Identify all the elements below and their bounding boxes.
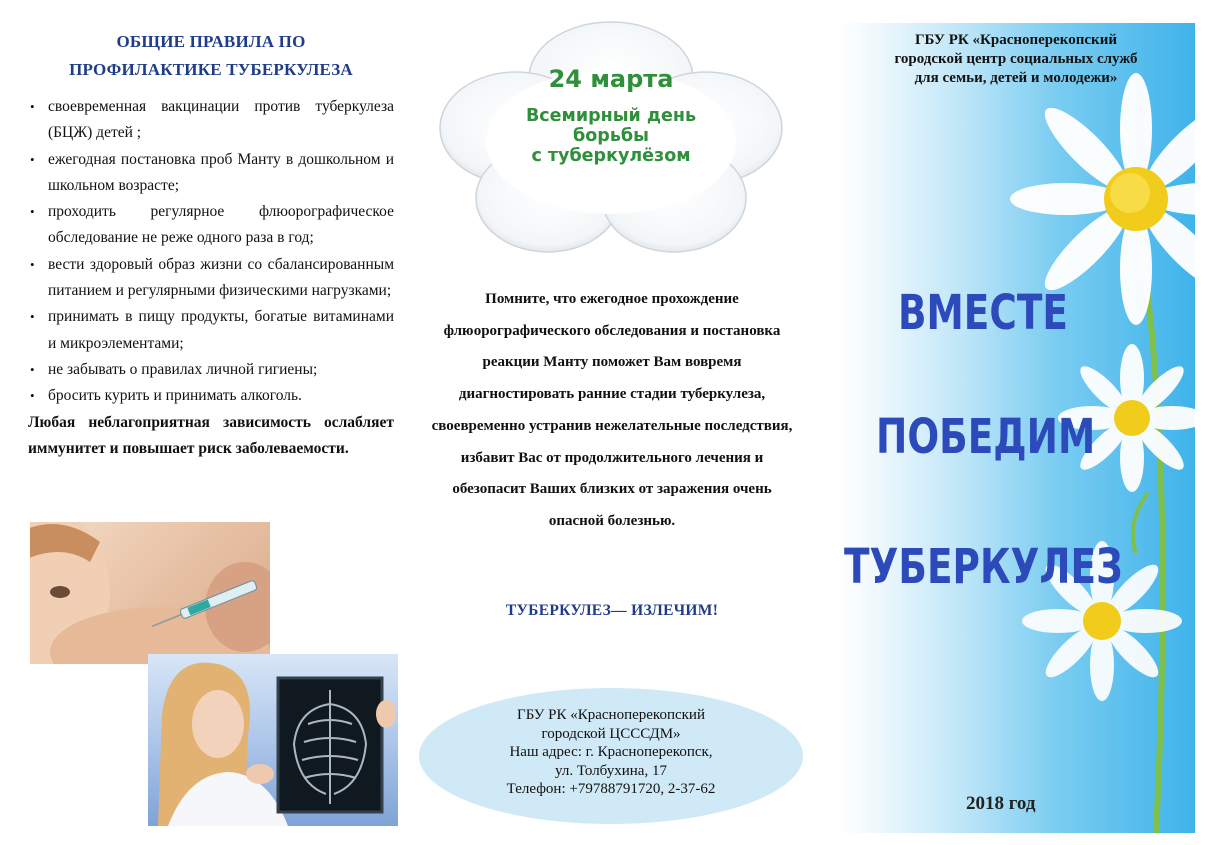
rule-item: • ежегодная постановка проб Манту в дошкольном и школьном возрасте; <box>28 147 394 200</box>
flower-line2: борьбы <box>573 126 649 146</box>
flower-line3: с туберкулёзом <box>531 146 691 166</box>
flower-line1: Всемирный день <box>525 106 697 126</box>
contact-org-line2: городской ЦСССДМ» <box>541 725 681 742</box>
contact-address-line2: ул. Толбухина, 17 <box>555 762 667 779</box>
rules-heading <box>28 28 394 84</box>
cover-year: 2018 год <box>966 793 1036 814</box>
vaccination-photo <box>30 522 270 664</box>
vaccination-illustration <box>30 522 270 664</box>
xray-illustration <box>148 654 398 826</box>
rule-item: • проходить регулярное флюорографическое обследование не реже одного раза в год; <box>28 199 394 252</box>
rule-item: • своевременная вакцинации против туберкулеза (БЦЖ) детей ; <box>28 94 394 147</box>
cover-panel <box>836 23 1195 833</box>
cover-org-line2: городской центр социальных служб <box>894 51 1138 67</box>
flower-date: 24 марта <box>548 65 674 93</box>
rules-heading-line2: ПРОФИЛАКТИКЕ ТУБЕРКУЛЕЗА <box>69 60 353 79</box>
cover-title-word1: ВМЕСТЕ <box>898 285 1068 341</box>
contact-address-line1: Наш адрес: г. Красноперекопск, <box>509 744 713 761</box>
rule-item: • бросить курить и принимать алкоголь. <box>28 383 394 409</box>
contact-phone: Телефон: +79788791720, 2-37-62 <box>506 781 716 798</box>
rule-item: • вести здоровый образ жизни со сбалансированным питанием и регулярными физическими нагрузками; <box>28 252 394 305</box>
contact-org-line1: ГБУ РК «Красноперекопский <box>517 707 705 723</box>
contact-ellipse <box>419 688 803 824</box>
cover-org-line1: ГБУ РК «Красноперекопский <box>915 32 1117 48</box>
cover-title-word3: ТУБЕРКУЛЕЗ <box>844 539 1123 595</box>
cover-org-name <box>846 31 1186 88</box>
slogan-text: ТУБЕРКУЛЕЗ— ИЗЛЕЧИМ! <box>505 602 719 619</box>
rules-list <box>28 94 394 410</box>
reminder-text: Помните, что ежегодное прохождение флюорографического обследования и постановка реакции Манту поможет Вам вовремя диагностировать ранние стадии туберкулеза, своевременно устранив нежелательные последствия, избавит Вас от продолжительного лечения и обезопасит Ваших близких от заражения очень опасной болезнью. <box>431 291 793 529</box>
warning-text: Любая неблагоприятная зависимость ослабляет иммунитет и повышает риск заболеваемости. <box>28 413 394 458</box>
cover-org-line3: для семьи, детей и молодежи» <box>914 70 1118 86</box>
rules-heading-line1: ОБЩИЕ ПРАВИЛА ПО <box>116 32 306 51</box>
cover-title-word2: ПОБЕДИМ <box>876 409 1096 465</box>
chamomile-flower <box>436 20 786 256</box>
rule-item: • принимать в пищу продукты, богатые витаминами и микроэлементами; <box>28 304 394 357</box>
left-panel <box>28 0 394 463</box>
xray-photo <box>148 654 398 826</box>
rule-item: • не забывать о правилах личной гигиены; <box>28 357 394 383</box>
